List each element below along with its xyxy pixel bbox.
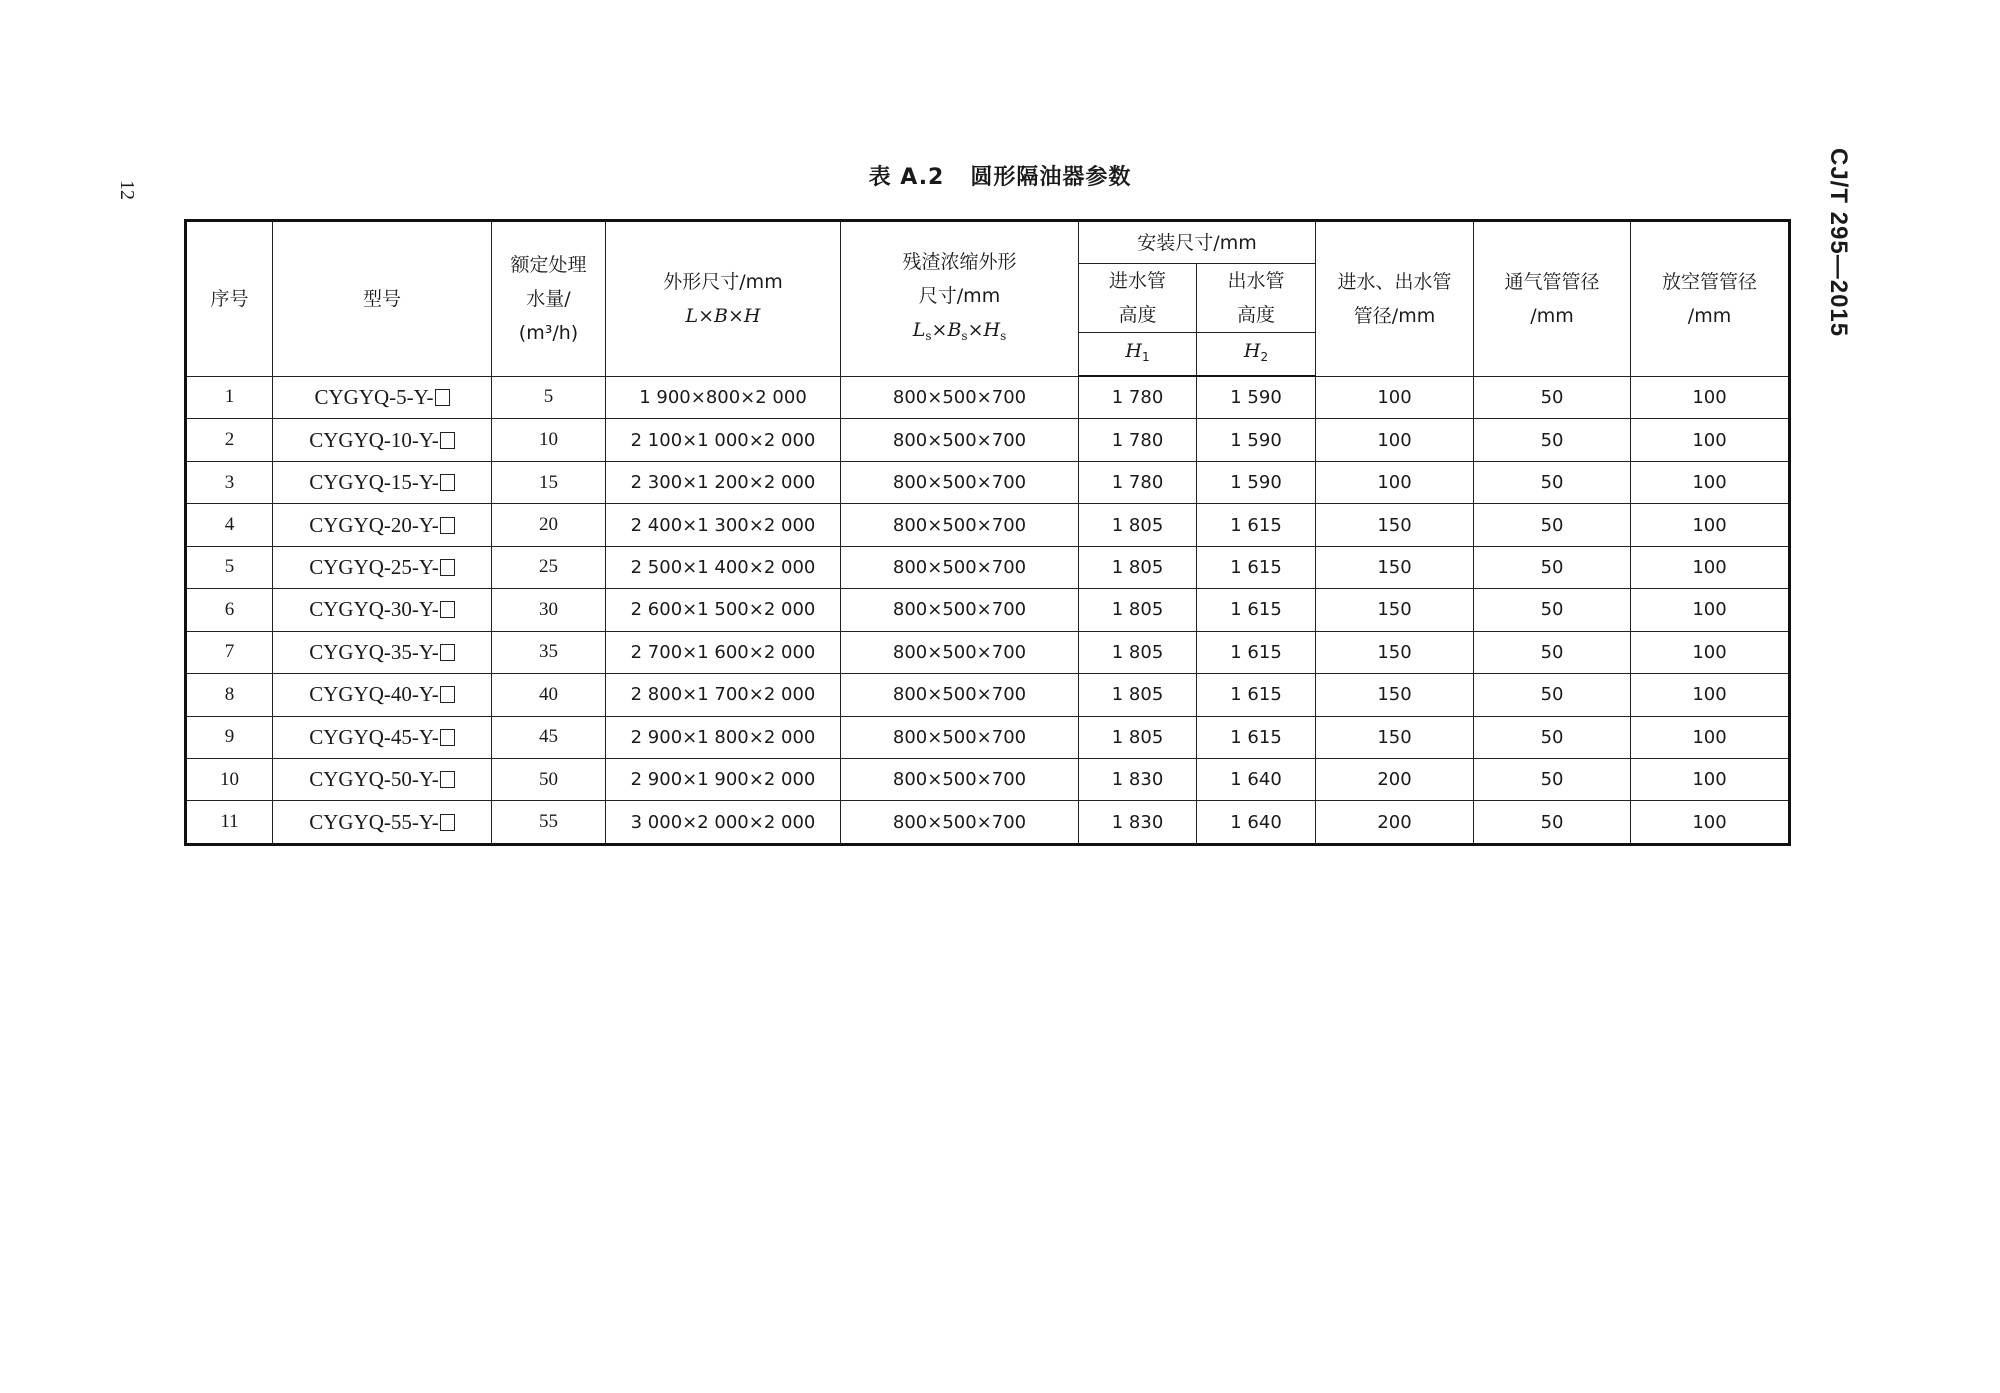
cell-outer: 2 800×1 700×2 000	[606, 674, 841, 716]
cell-seq: 11	[186, 801, 273, 845]
header-drain-line1: 放空管管径	[1662, 270, 1758, 293]
cell-outer: 2 300×1 200×2 000	[606, 461, 841, 503]
cell-model	[273, 716, 492, 758]
header-residue-line2: 尺寸/mm	[918, 284, 1001, 307]
cell-outer: 2 600×1 500×2 000	[606, 589, 841, 631]
cell-model	[273, 758, 492, 800]
placeholder-box-icon	[440, 559, 455, 576]
h2-symbol: H	[1243, 340, 1261, 362]
cell-h1: 1 780	[1079, 376, 1197, 419]
table-row	[186, 376, 1790, 419]
header-outer-line2: L×B×H	[685, 304, 761, 327]
table-body	[186, 376, 1790, 845]
cell-h2: 1 615	[1197, 716, 1316, 758]
cell-residue: 800×500×700	[841, 504, 1079, 546]
model-code: CYGYQ-15-Y-	[309, 470, 439, 495]
placeholder-box-icon	[440, 432, 455, 449]
header-residue-formula: $L_s\times B_s\times H_s$	[912, 318, 1007, 343]
model-code: CYGYQ-5-Y-	[314, 384, 434, 409]
cell-pipe: 200	[1316, 801, 1474, 845]
cell-model	[273, 504, 492, 546]
cell-h2: 1 615	[1197, 546, 1316, 588]
cell-residue: 800×500×700	[841, 716, 1079, 758]
cell-residue: 800×500×700	[841, 589, 1079, 631]
cell-flow: 45	[492, 716, 606, 758]
cell-pipe: 150	[1316, 674, 1474, 716]
header-seq: 序号	[186, 221, 273, 377]
cell-flow: 20	[492, 504, 606, 546]
model-code: CYGYQ-25-Y-	[309, 554, 439, 579]
header-install-group: 安装尺寸/mm	[1079, 221, 1316, 264]
cell-drain: 100	[1631, 674, 1790, 716]
cell-vent: 50	[1474, 801, 1631, 845]
table-row	[186, 546, 1790, 588]
cell-outer: 3 000×2 000×2 000	[606, 801, 841, 845]
header-residue-size	[841, 221, 1079, 377]
cell-outer: 2 900×1 800×2 000	[606, 716, 841, 758]
cell-vent: 50	[1474, 758, 1631, 800]
cell-flow: 25	[492, 546, 606, 588]
table-row	[186, 758, 1790, 800]
cell-model	[273, 461, 492, 503]
cell-h2: 1 615	[1197, 674, 1316, 716]
placeholder-box-icon	[440, 517, 455, 534]
cell-flow: 10	[492, 419, 606, 461]
header-h2-symbol	[1197, 333, 1316, 377]
header-residue-line1: 残渣浓缩外形	[902, 250, 1017, 273]
cell-drain: 100	[1631, 461, 1790, 503]
cell-outer: 2 900×1 900×2 000	[606, 758, 841, 800]
model-code: CYGYQ-40-Y-	[309, 682, 439, 707]
header-flow-line2: 水量/	[526, 287, 571, 310]
table-row	[186, 461, 1790, 503]
header-flow-line3: (m³/h)	[518, 321, 579, 344]
table-row	[186, 589, 1790, 631]
residue-H: H	[983, 318, 1001, 341]
model-code: CYGYQ-50-Y-	[309, 767, 439, 792]
cell-flow: 50	[492, 758, 606, 800]
cell-vent: 50	[1474, 504, 1631, 546]
header-vent-line2: /mm	[1530, 304, 1574, 327]
cell-residue: 800×500×700	[841, 758, 1079, 800]
cell-model	[273, 376, 492, 419]
cell-h2: 1 640	[1197, 758, 1316, 800]
residue-L: L	[912, 318, 926, 341]
cell-outer: 2 700×1 600×2 000	[606, 631, 841, 673]
cell-model	[273, 589, 492, 631]
cell-h1: 1 780	[1079, 419, 1197, 461]
cell-flow: 30	[492, 589, 606, 631]
cell-seq: 3	[186, 461, 273, 503]
header-drain-diameter	[1631, 221, 1790, 377]
header-vent-line1: 通气管管径	[1504, 270, 1600, 293]
cell-pipe: 100	[1316, 461, 1474, 503]
cell-drain: 100	[1631, 589, 1790, 631]
header-outlet-height	[1197, 264, 1316, 333]
cell-residue: 800×500×700	[841, 376, 1079, 419]
parameters-table	[184, 219, 1791, 846]
cell-h1: 1 805	[1079, 674, 1197, 716]
header-inlet-line2: 高度	[1118, 304, 1157, 326]
header-pipe-line1: 进水、出水管	[1337, 270, 1452, 293]
cell-vent: 50	[1474, 716, 1631, 758]
cell-vent: 50	[1474, 631, 1631, 673]
page-number: 12	[116, 180, 138, 200]
header-outer-line1: 外形尺寸/mm	[663, 270, 783, 293]
cell-flow: 55	[492, 801, 606, 845]
cell-h1: 1 830	[1079, 758, 1197, 800]
cell-outer: 2 100×1 000×2 000	[606, 419, 841, 461]
cell-drain: 100	[1631, 504, 1790, 546]
placeholder-box-icon	[440, 814, 455, 831]
table-row	[186, 419, 1790, 461]
header-inlet-line1: 进水管	[1108, 270, 1166, 292]
cell-flow: 40	[492, 674, 606, 716]
header-flow	[492, 221, 606, 377]
cell-vent: 50	[1474, 376, 1631, 419]
h2-sub: 2	[1260, 350, 1269, 364]
cell-seq: 5	[186, 546, 273, 588]
cell-residue: 800×500×700	[841, 801, 1079, 845]
cell-h1: 1 780	[1079, 461, 1197, 503]
cell-residue: 800×500×700	[841, 631, 1079, 673]
cell-model	[273, 546, 492, 588]
table-header	[186, 221, 1790, 377]
cell-pipe: 150	[1316, 504, 1474, 546]
standard-code: CJ/T 295—2015	[1825, 148, 1852, 338]
cell-residue: 800×500×700	[841, 546, 1079, 588]
cell-flow: 5	[492, 376, 606, 419]
header-inlet-height	[1079, 264, 1197, 333]
header-outlet-line1: 出水管	[1227, 270, 1285, 292]
placeholder-box-icon	[440, 644, 455, 661]
cell-vent: 50	[1474, 461, 1631, 503]
cell-vent: 50	[1474, 546, 1631, 588]
cell-h1: 1 805	[1079, 546, 1197, 588]
cell-model	[273, 801, 492, 845]
header-flow-line1: 额定处理	[510, 253, 587, 276]
cell-model	[273, 419, 492, 461]
cell-vent: 50	[1474, 589, 1631, 631]
header-pipe-diameter	[1316, 221, 1474, 377]
cell-drain: 100	[1631, 631, 1790, 673]
cell-pipe: 150	[1316, 716, 1474, 758]
cell-h2: 1 615	[1197, 504, 1316, 546]
cell-pipe: 150	[1316, 589, 1474, 631]
cell-residue: 800×500×700	[841, 419, 1079, 461]
cell-h2: 1 615	[1197, 631, 1316, 673]
cell-drain: 100	[1631, 801, 1790, 845]
cell-residue: 800×500×700	[841, 674, 1079, 716]
cell-outer: 1 900×800×2 000	[606, 376, 841, 419]
header-h1-symbol	[1079, 333, 1197, 377]
cell-pipe: 100	[1316, 419, 1474, 461]
model-code: CYGYQ-35-Y-	[309, 639, 439, 664]
cell-h2: 1 590	[1197, 461, 1316, 503]
cell-drain: 100	[1631, 546, 1790, 588]
cell-pipe: 200	[1316, 758, 1474, 800]
residue-H-sub: s	[1000, 328, 1007, 343]
cell-residue: 800×500×700	[841, 461, 1079, 503]
table-row	[186, 801, 1790, 845]
table-row	[186, 674, 1790, 716]
cell-seq: 6	[186, 589, 273, 631]
cell-seq: 10	[186, 758, 273, 800]
cell-seq: 9	[186, 716, 273, 758]
model-code: CYGYQ-30-Y-	[309, 597, 439, 622]
cell-h1: 1 805	[1079, 631, 1197, 673]
cell-h2: 1 640	[1197, 801, 1316, 845]
cell-drain: 100	[1631, 419, 1790, 461]
cell-seq: 8	[186, 674, 273, 716]
header-outer-size	[606, 221, 841, 377]
placeholder-box-icon	[440, 474, 455, 491]
placeholder-box-icon	[440, 771, 455, 788]
cell-model	[273, 631, 492, 673]
residue-B-sub: s	[961, 328, 968, 343]
table-row	[186, 716, 1790, 758]
table-title	[0, 160, 2000, 191]
table-row	[186, 631, 1790, 673]
cell-pipe: 150	[1316, 546, 1474, 588]
cell-pipe: 100	[1316, 376, 1474, 419]
cell-flow: 35	[492, 631, 606, 673]
cell-h2: 1 590	[1197, 376, 1316, 419]
placeholder-box-icon	[435, 389, 450, 406]
cell-seq: 2	[186, 419, 273, 461]
table-title-label: 表 A.2	[868, 165, 945, 190]
cell-seq: 7	[186, 631, 273, 673]
cell-flow: 15	[492, 461, 606, 503]
header-vent-diameter	[1474, 221, 1631, 377]
placeholder-box-icon	[440, 686, 455, 703]
residue-B: B	[947, 318, 962, 341]
cell-outer: 2 400×1 300×2 000	[606, 504, 841, 546]
cell-h1: 1 805	[1079, 589, 1197, 631]
residue-L-sub: s	[925, 328, 932, 343]
model-code: CYGYQ-55-Y-	[309, 809, 439, 834]
cell-h1: 1 805	[1079, 504, 1197, 546]
cell-seq: 4	[186, 504, 273, 546]
cell-drain: 100	[1631, 758, 1790, 800]
cell-drain: 100	[1631, 716, 1790, 758]
cell-h2: 1 615	[1197, 589, 1316, 631]
cell-h2: 1 590	[1197, 419, 1316, 461]
placeholder-box-icon	[440, 601, 455, 618]
cell-vent: 50	[1474, 419, 1631, 461]
model-code: CYGYQ-10-Y-	[309, 427, 439, 452]
cell-pipe: 150	[1316, 631, 1474, 673]
header-pipe-line2: 管径/mm	[1353, 304, 1436, 327]
cell-drain: 100	[1631, 376, 1790, 419]
cell-h1: 1 805	[1079, 716, 1197, 758]
header-drain-line2: /mm	[1687, 304, 1732, 327]
h1-sub: 1	[1141, 350, 1150, 364]
header-outlet-line2: 高度	[1237, 304, 1276, 326]
cell-model	[273, 674, 492, 716]
cell-vent: 50	[1474, 674, 1631, 716]
cell-seq: 1	[186, 376, 273, 419]
cell-h1: 1 830	[1079, 801, 1197, 845]
model-code: CYGYQ-20-Y-	[309, 512, 439, 537]
table-title-text: 圆形隔油器参数	[970, 165, 1132, 190]
placeholder-box-icon	[440, 729, 455, 746]
table-row	[186, 504, 1790, 546]
cell-outer: 2 500×1 400×2 000	[606, 546, 841, 588]
header-model: 型号	[273, 221, 492, 377]
h1-symbol: H	[1125, 340, 1142, 362]
model-code: CYGYQ-45-Y-	[309, 724, 439, 749]
